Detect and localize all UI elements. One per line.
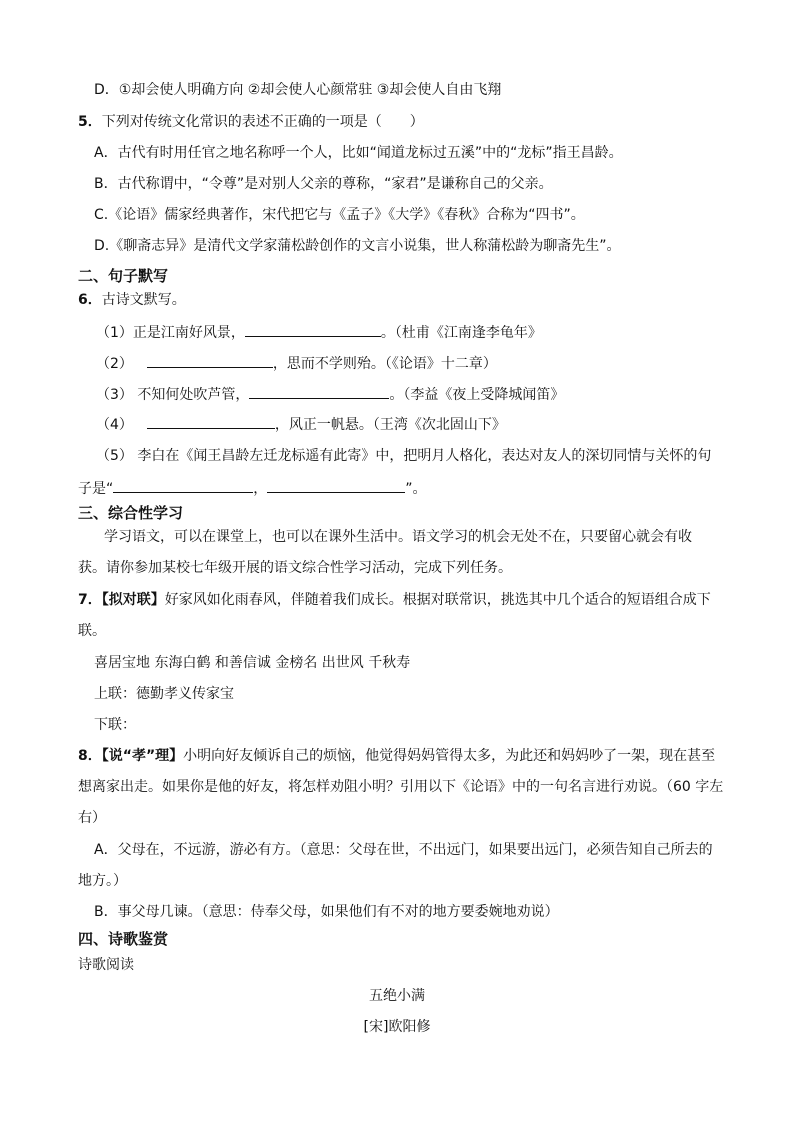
q6-item-3-before: （3） 不知何处吹芦管， [96,387,250,403]
q6-item-2-before: （2） [96,356,133,372]
q5-option-a: A．古代有时用任官之地名称呼一个人，比如“闻道龙标过五溪”中的“龙标”指王昌龄。 [94,145,623,161]
q6-item-5-before: 子是“ [78,481,114,497]
question-8-line-2: 想离家出走。如果你是他的好友，将怎样劝阻小明？引用以下《论语》中的一句名言进行劝说。（60 字左 [78,779,724,795]
question-number: 5． [78,114,102,130]
answer-blank[interactable] [249,383,389,399]
question-stem: 下列对传统文化常识的表述不正确的一项是（ ） [101,114,424,130]
poem-title: 五绝小满 [369,988,425,1004]
section-4-subtitle: 诗歌阅读 [78,957,134,973]
q6-item-4 [96,413,506,435]
answer-blank[interactable] [267,477,405,493]
q6-item-5-line-1: （5） 李白在《闻王昌龄左迁龙标遥有此寄》中，把明月人格化，表达对友人的深切同情与关怀的句 [96,448,712,464]
q6-item-4-before: （4） [96,417,133,433]
question-number: 8． [78,748,102,764]
question-8 [78,746,715,766]
q8-option-b: B．事父母几谏。（意思：侍奉父母，如果他们有不对的地方要委婉地劝说） [94,904,559,920]
section-4-title: 四、诗歌鉴赏 [78,930,169,948]
question-number: 6． [78,292,102,308]
question-stem: 好家风如化雨春风，伴随着我们成长。根据对联常识，挑选其中几个适合的短语组合成下 [164,592,711,608]
q6-item-2 [96,352,497,374]
q6-item-4-after: ，风正一帆悬。（王湾《次北固山下》 [274,417,506,433]
question-number: 7． [78,592,102,608]
question-6 [78,290,186,310]
question-5 [78,112,424,132]
q6-item-5-mid: ， [253,481,268,497]
question-8-line-3: 右） [78,810,106,826]
question-stem: 古诗文默写。 [101,292,186,308]
question-7 [78,590,711,610]
q6-item-3 [96,383,564,405]
section-3-intro-line-2: 获。请你参加某校七年级开展的语文综合性学习活动，完成下列任务。 [78,560,512,576]
q6-item-3-after: 。（李益《夜上受降城闻笛》 [389,387,565,403]
section-3-intro-line-1: 学习语文，可以在课堂上，也可以在课外生活中。语文学习的机会无处不在，只要留心就会有收 [104,529,692,545]
section-3-title: 三、综合性学习 [78,504,184,522]
q6-item-1-before: （1）正是江南好风景， [96,325,245,341]
q7-phrase-list: 喜居宝地 东海白鹤 和善信诚 金榜名 出世风 千秋寿 [94,655,411,671]
question-tag: 【拟对联】 [101,592,165,608]
q5-option-d: D.《聊斋志异》是清代文学家蒲松龄创作的文言小说集，世人称蒲松龄为聊斋先生”。 [94,238,621,254]
answer-blank[interactable] [147,352,273,368]
answer-blank[interactable] [245,321,381,337]
q7-lower-couplet: 下联： [94,717,136,733]
question-stem: 小明向好友倾诉自己的烦恼，他觉得妈妈管得太多，为此还和妈妈吵了一架，现在甚至 [183,748,716,764]
q6-item-5-after: ”。 [405,481,427,497]
q4-option-d: D．①却会使人明确方向 ②却会使人心颜常驻 ③却会使人自由飞翔 [94,82,502,98]
poem-author: [宋]欧阳修 [363,1019,431,1035]
q5-option-b: B．古代称谓中，“令尊”是对别人父亲的尊称，“家君”是谦称自己的父亲。 [94,176,553,192]
q8-option-a-line-1: A．父母在，不远游，游必有方。（意思：父母在世，不出远门，如果要出远门，必须告知自己所去的 [94,842,713,858]
answer-blank[interactable] [147,413,275,429]
answer-blank[interactable] [113,477,253,493]
question-7-line-2: 联。 [78,623,106,639]
section-2-title: 二、句子默写 [78,267,169,285]
q7-upper-couplet: 上联：德勤孝义传家宝 [94,686,234,702]
q8-option-a-line-2: 地方。） [78,873,127,889]
question-tag: 【说“孝”理】 [101,748,184,764]
q6-item-1-after: 。（杜甫《江南逢李龟年》 [380,325,542,341]
q6-item-1 [96,321,542,343]
q5-option-c: C.《论语》儒家经典著作，宋代把它与《孟子》《大学》《春秋》合称为“四书”。 [94,207,585,223]
q6-item-5-line-2 [78,477,427,499]
q6-item-2-after: ，思而不学则殆。（《论语》十二章） [272,356,497,372]
